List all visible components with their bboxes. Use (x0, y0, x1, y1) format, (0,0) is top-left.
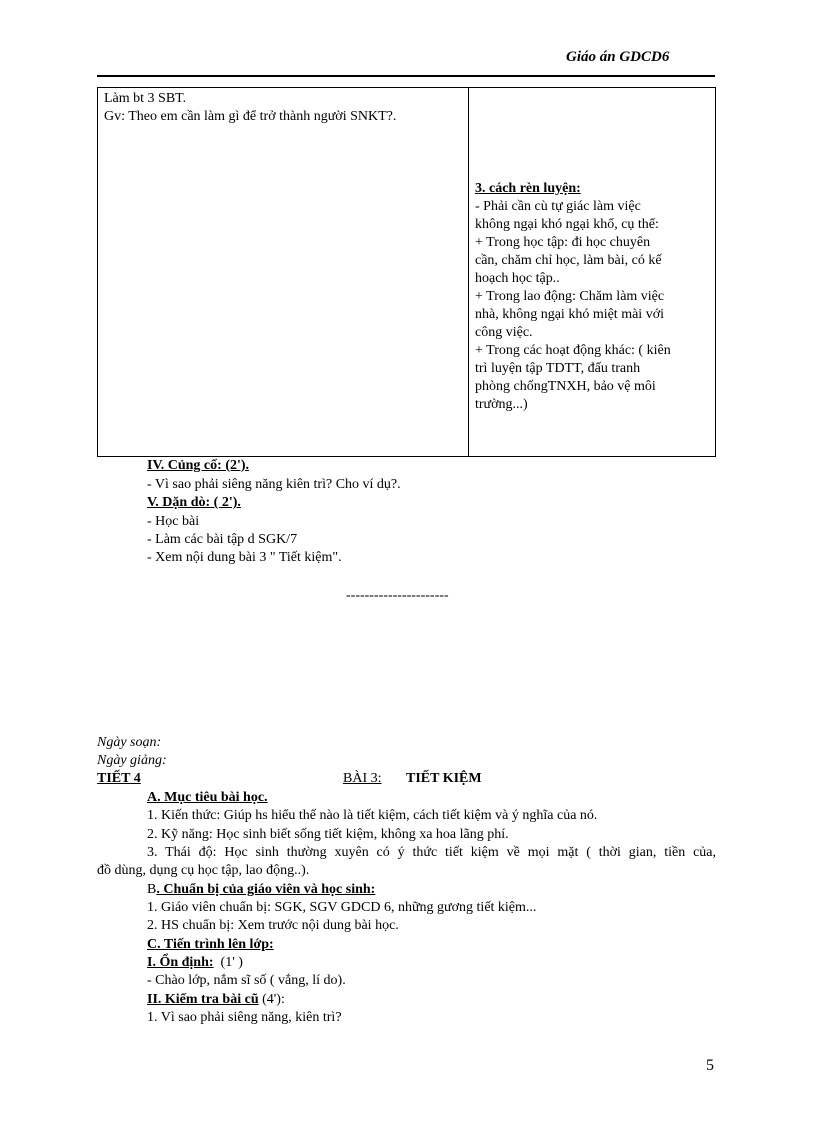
table-right-line: hoạch học tập.. (475, 271, 560, 286)
lesson-title: TIẾT KIỆM (406, 771, 482, 786)
header-title: Giáo án GDCD6 (566, 49, 670, 65)
page-number: 5 (706, 1057, 714, 1074)
oldcheck-heading: II. Kiểm tra bài cũ (147, 992, 259, 1007)
teach-date-label: Ngày giảng: (97, 753, 167, 768)
homework-item: - Làm các bài tập d SGK/7 (147, 532, 298, 547)
oldcheck-row (147, 992, 285, 1008)
table-right-line: - Phải cần cù tự giác làm việc (475, 199, 641, 214)
table-right-line: công việc. (475, 325, 533, 340)
preparation-heading (147, 882, 375, 898)
oldcheck-line: 1. Vì sao phải siêng năng, kiên trì? (147, 1010, 342, 1025)
table-right-line: cần, chăm chỉ học, làm bài, có kế (475, 253, 662, 268)
prep-date-label: Ngày soạn: (97, 735, 162, 750)
review-heading: IV. Củng cố: (2'). (147, 458, 250, 473)
table-right-line: + Trong lao động: Chăm làm việc (475, 289, 665, 304)
preparation-heading-text: . Chuẩn bị của giáo viên và học sinh: (156, 882, 376, 897)
header-rule (97, 75, 715, 77)
table-right-title: 3. cách rèn luyện: (475, 181, 581, 196)
preparation-prefix: B (147, 882, 157, 897)
stabilize-line: - Chào lớp, nắm sĩ số ( vắng, lí do). (147, 973, 346, 988)
table-left-line: Gv: Theo em cần làm gì để trở thành người SNKT?. (104, 109, 397, 124)
table-right-cell (469, 88, 716, 457)
review-line: - Vì sao phải siêng năng kiên trì? Cho ví dụ?. (147, 477, 401, 492)
table-right-line: nhà, không ngại khó miệt mài với (475, 307, 664, 322)
lesson-number: BÀI 3: (343, 771, 382, 786)
stabilize-row (147, 955, 243, 971)
stabilize-time: (1' ) (220, 955, 243, 970)
procedure-heading: C. Tiến trình lên lớp: (147, 937, 274, 952)
table-right-line: + Trong học tập: đi học chuyên (475, 235, 651, 250)
objective-line: 2. Kỹ năng: Học sinh biết sống tiết kiệm, không xa hoa lãng phí. (147, 827, 509, 842)
objective-line: 3. Thái độ: Học sinh thường xuyên có ý thức tiết kiệm về mọi mặt ( thời gian, tiền của, (147, 845, 716, 860)
objective-line: 1. Kiến thức: Giúp hs hiểu thế nào là tiết kiệm, cách tiết kiệm và ý nghĩa của nó. (147, 808, 598, 823)
table-right-line: phòng chốngTNXH, bảo vệ môi (475, 379, 656, 394)
homework-item: - Học bài (147, 514, 200, 529)
section-separator: ---------------------- (346, 588, 449, 603)
preparation-line: 2. HS chuẩn bị: Xem trước nội dung bài học. (147, 918, 399, 933)
table-right-line: trường...) (475, 397, 528, 412)
oldcheck-time: (4'): (262, 992, 285, 1007)
preparation-line: 1. Giáo viên chuẩn bị: SGK, SGV GDCD 6, những gương tiết kiệm... (147, 900, 537, 915)
homework-heading: V. Dặn dò: ( 2'). (147, 495, 241, 510)
lesson-period: TIẾT 4 (97, 771, 141, 786)
table-right-line: không ngại khó ngại khổ, cụ thể: (475, 217, 659, 232)
objective-line: đồ dùng, dụng cụ học tập, lao động..). (97, 863, 310, 878)
content-table (97, 87, 716, 457)
objectives-heading: A. Mục tiêu bài học. (147, 790, 268, 805)
table-right-line: + Trong các hoạt động khác: ( kiên (475, 343, 671, 358)
table-right-line: trì luyện tập TDTT, đấu tranh (475, 361, 641, 376)
stabilize-heading: I. Ổn định: (147, 955, 214, 970)
table-left-cell (98, 88, 469, 457)
table-left-line: Làm bt 3 SBT. (104, 91, 187, 106)
homework-item: - Xem nội dung bài 3 " Tiết kiệm". (147, 550, 342, 565)
